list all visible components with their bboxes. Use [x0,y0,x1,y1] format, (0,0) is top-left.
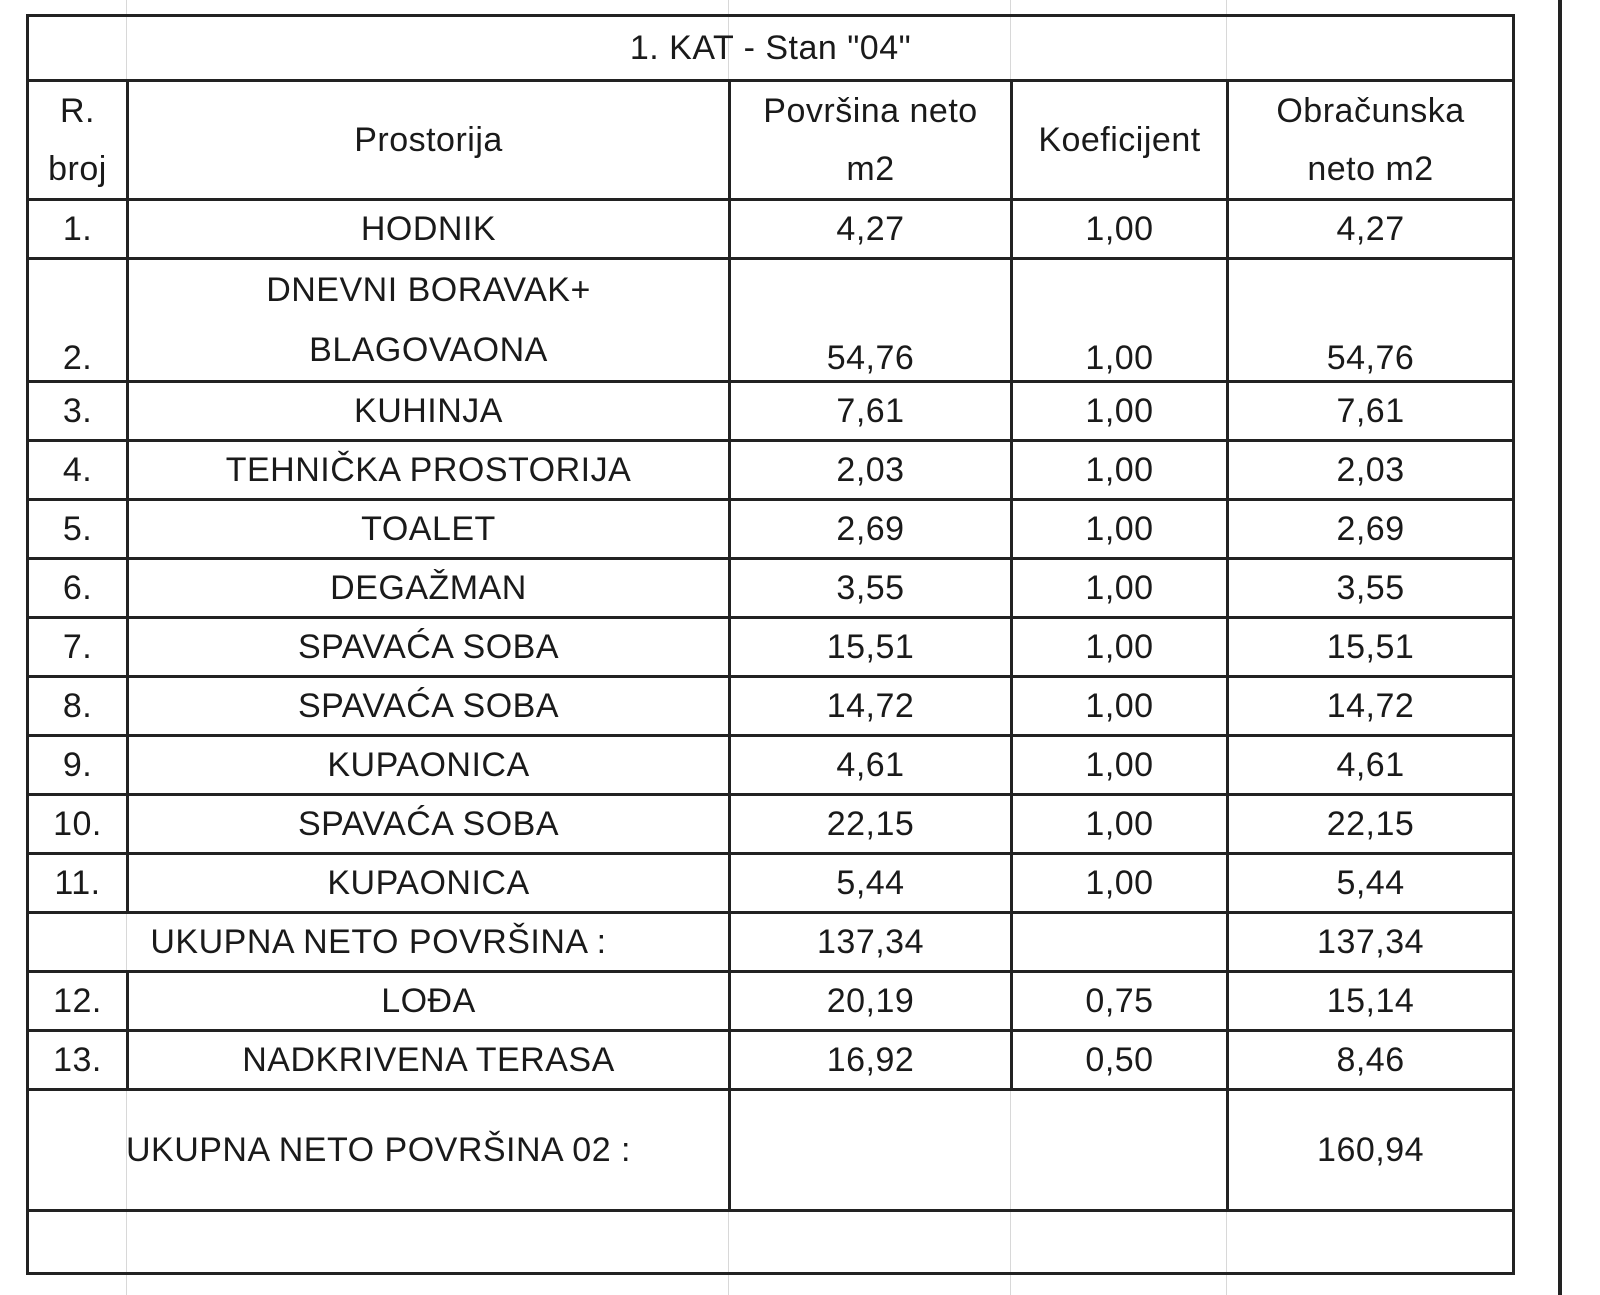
total-label: UKUPNA NETO POVRŠINA 02 : [28,1090,730,1211]
header-row [28,81,1514,200]
room-name: TOALET [128,500,730,559]
header-koeficijent: Koeficijent [1012,81,1228,200]
net-area: 7,61 [730,382,1012,441]
header-obracunska-line2: neto m2 [1307,150,1434,188]
row-number: 1. [28,200,128,259]
room-name-line2: BLAGOVAONA [309,331,548,369]
header-prostorija: Prostorija [128,81,730,200]
header-rbroj-line1: R. [60,92,95,130]
room-name: HODNIK [128,200,730,259]
total-row [28,1090,1514,1211]
coefficient: 1,00 [1012,736,1228,795]
total-empty [730,1090,1228,1211]
calculated-area: 2,03 [1228,441,1514,500]
table-row [28,559,1514,618]
row-number: 3. [28,382,128,441]
net-area: 20,19 [730,972,1012,1031]
blank-row [28,1211,1514,1274]
room-name: SPAVAĆA SOBA [128,618,730,677]
table-row [28,677,1514,736]
net-area: 54,76 [730,259,1012,382]
room-name: TEHNIČKA PROSTORIJA [128,441,730,500]
table-row [28,1031,1514,1090]
net-area: 15,51 [730,618,1012,677]
row-number: 12. [28,972,128,1031]
coefficient: 0,50 [1012,1031,1228,1090]
table-row [28,500,1514,559]
net-area: 22,15 [730,795,1012,854]
coefficient: 1,00 [1012,677,1228,736]
net-area: 2,03 [730,441,1012,500]
row-number: 7. [28,618,128,677]
row-number: 5. [28,500,128,559]
room-name: KUPAONICA [128,736,730,795]
calculated-area: 54,76 [1228,259,1514,382]
calculated-area: 2,69 [1228,500,1514,559]
subtotal-calculated-area: 137,34 [1228,913,1514,972]
total-calculated-area: 160,94 [1228,1090,1514,1211]
calculated-area: 5,44 [1228,854,1514,913]
room-name: LOĐA [128,972,730,1031]
calculated-area: 8,46 [1228,1031,1514,1090]
header-obracunska-line1: Obračunska [1276,92,1465,130]
coefficient: 1,00 [1012,441,1228,500]
table-row [28,854,1514,913]
calculated-area: 4,27 [1228,200,1514,259]
room-name: SPAVAĆA SOBA [128,795,730,854]
room-name: NADKRIVENA TERASA [128,1031,730,1090]
row-number: 9. [28,736,128,795]
net-area: 4,61 [730,736,1012,795]
row-number: 4. [28,441,128,500]
table-row [28,382,1514,441]
row-number: 2. [28,259,128,382]
row-number: 10. [28,795,128,854]
subtotal-net-area: 137,34 [730,913,1012,972]
table-row [28,795,1514,854]
net-area: 5,44 [730,854,1012,913]
header-rbroj [28,81,128,200]
subtotal-coefficient-empty [1012,913,1228,972]
row-number: 6. [28,559,128,618]
row-number: 8. [28,677,128,736]
room-name: DEGAŽMAN [128,559,730,618]
net-area: 4,27 [730,200,1012,259]
table-row [28,259,1514,382]
coefficient: 1,00 [1012,618,1228,677]
calculated-area: 15,51 [1228,618,1514,677]
row-number: 11. [28,854,128,913]
coefficient: 1,00 [1012,559,1228,618]
subtotal-label: UKUPNA NETO POVRŠINA : [28,913,730,972]
coefficient: 1,00 [1012,795,1228,854]
header-povrsina-line1: Površina neto [763,92,978,130]
coefficient: 1,00 [1012,259,1228,382]
table-title: 1. KAT - Stan "04" [28,16,1514,81]
net-area: 2,69 [730,500,1012,559]
header-rbroj-line2: broj [48,150,107,188]
subtotal-row [28,913,1514,972]
net-area: 16,92 [730,1031,1012,1090]
coefficient: 1,00 [1012,382,1228,441]
calculated-area: 4,61 [1228,736,1514,795]
table-row [28,200,1514,259]
coefficient: 1,00 [1012,854,1228,913]
room-name-line1: DNEVNI BORAVAK+ [266,271,591,309]
header-obracunska [1228,81,1514,200]
room-name: KUPAONICA [128,854,730,913]
table-row [28,618,1514,677]
coefficient: 0,75 [1012,972,1228,1031]
area-table [26,14,1515,1275]
table-row [28,441,1514,500]
table-row [28,972,1514,1031]
calculated-area: 7,61 [1228,382,1514,441]
header-povrsina [730,81,1012,200]
page-border-line [1558,0,1562,1295]
room-name: SPAVAĆA SOBA [128,677,730,736]
calculated-area: 15,14 [1228,972,1514,1031]
net-area: 14,72 [730,677,1012,736]
table-row [28,736,1514,795]
room-name [128,259,730,382]
net-area: 3,55 [730,559,1012,618]
blank-cell [28,1211,1514,1274]
room-name: KUHINJA [128,382,730,441]
header-povrsina-line2: m2 [846,150,895,188]
calculated-area: 3,55 [1228,559,1514,618]
row-number: 13. [28,1031,128,1090]
calculated-area: 14,72 [1228,677,1514,736]
coefficient: 1,00 [1012,200,1228,259]
coefficient: 1,00 [1012,500,1228,559]
title-row [28,16,1514,81]
calculated-area: 22,15 [1228,795,1514,854]
